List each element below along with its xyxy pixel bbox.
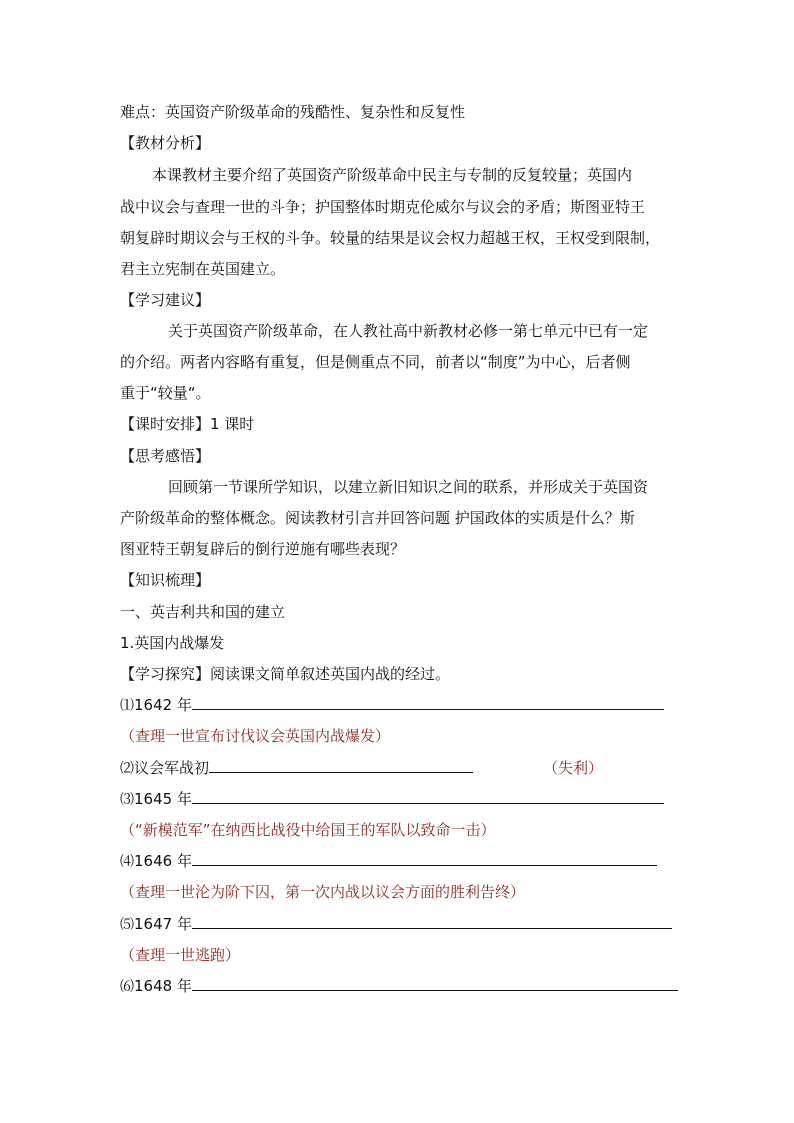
explore-line: 【学习探究】阅读课文简单叙述英国内战的经过。: [120, 665, 451, 683]
schedule-line: 【课时安排】1 课时: [120, 415, 255, 433]
answer-text: （查理一世宣布讨伐议会英国内战爆发）: [120, 727, 391, 745]
advice-line: 关于英国资产阶级革命，在人教社高中新教材必修一第七单元中已有一定: [168, 322, 649, 340]
item-label: 1645 年: [134, 790, 192, 808]
analysis-heading: 【教材分析】: [120, 134, 211, 152]
reflect-line: 产阶级革命的整体概念。阅读教材引言并回答问题 护国政体的实质是什么？斯: [120, 509, 635, 527]
fill-item: [120, 695, 664, 716]
advice-line: 的介绍。两者内容略有重复，但是侧重点不同，前者以“制度”为中心，后者侧: [120, 353, 631, 371]
fill-item: [120, 976, 678, 997]
item-number: ⑹: [120, 979, 134, 995]
answer-text: （“新模范军”在纳西比战役中给国王的军队以致命一击）: [120, 821, 496, 839]
analysis-line: 朝复辟时期议会与王权的斗争。较量的结果是议会权力超越王权，王权受到限制，: [120, 229, 661, 247]
item-label: 1647 年: [134, 915, 192, 933]
fill-item: [120, 914, 672, 935]
analysis-line: 战中议会与查理一世的斗争；护国整体时期克伦威尔与议会的矛盾；斯图亚特王: [120, 198, 646, 216]
fill-item: [120, 758, 473, 779]
analysis-line: 君主立宪制在英国建立。: [120, 260, 286, 278]
item-number: ⑴: [120, 698, 134, 714]
answer-text: （查理一世沦为阶下囚，第一次内战以议会方面的胜利告终）: [120, 883, 526, 901]
answer-blank[interactable]: [192, 695, 664, 710]
item-label: 1646 年: [134, 852, 192, 870]
reflect-line: 回顾第一节课所学知识，以建立新旧知识之间的联系，并形成关于英国资: [168, 478, 649, 496]
section-heading: 一、英吉利共和国的建立: [120, 603, 286, 621]
answer-text: （失利）: [543, 759, 604, 777]
answer-blank[interactable]: [192, 976, 678, 991]
knowledge-heading: 【知识梳理】: [120, 571, 211, 589]
answer-blank[interactable]: [209, 758, 473, 773]
difficulty-line: 难点：英国资产阶级革命的残酷性、复杂性和反复性: [120, 103, 466, 121]
advice-heading: 【学习建议】: [120, 291, 211, 309]
advice-line: 重于“较量“。: [120, 384, 211, 402]
analysis-line: 本课教材主要介绍了英国资产阶级革命中民主与专制的反复较量；英国内: [152, 166, 633, 184]
reflect-line: 图亚特王朝复辟后的倒行逆施有哪些表现？: [120, 540, 406, 558]
answer-blank[interactable]: [192, 789, 664, 804]
item-label: 议会军战初: [134, 759, 210, 777]
fill-item: [120, 789, 664, 810]
item-label: 1642 年: [134, 696, 192, 714]
fill-item: [120, 851, 657, 872]
answer-blank[interactable]: [192, 914, 672, 929]
reflect-heading: 【思考感悟】: [120, 447, 211, 465]
item-number: ⑷: [120, 854, 134, 870]
answer-text: （查理一世逃跑）: [120, 946, 241, 964]
item-number: ⑸: [120, 917, 134, 933]
item-number: ⑶: [120, 792, 134, 808]
answer-blank[interactable]: [192, 851, 657, 866]
subsection-heading: 1.英国内战爆发: [120, 634, 225, 652]
item-number: ⑵: [120, 761, 134, 777]
item-label: 1648 年: [134, 977, 192, 995]
